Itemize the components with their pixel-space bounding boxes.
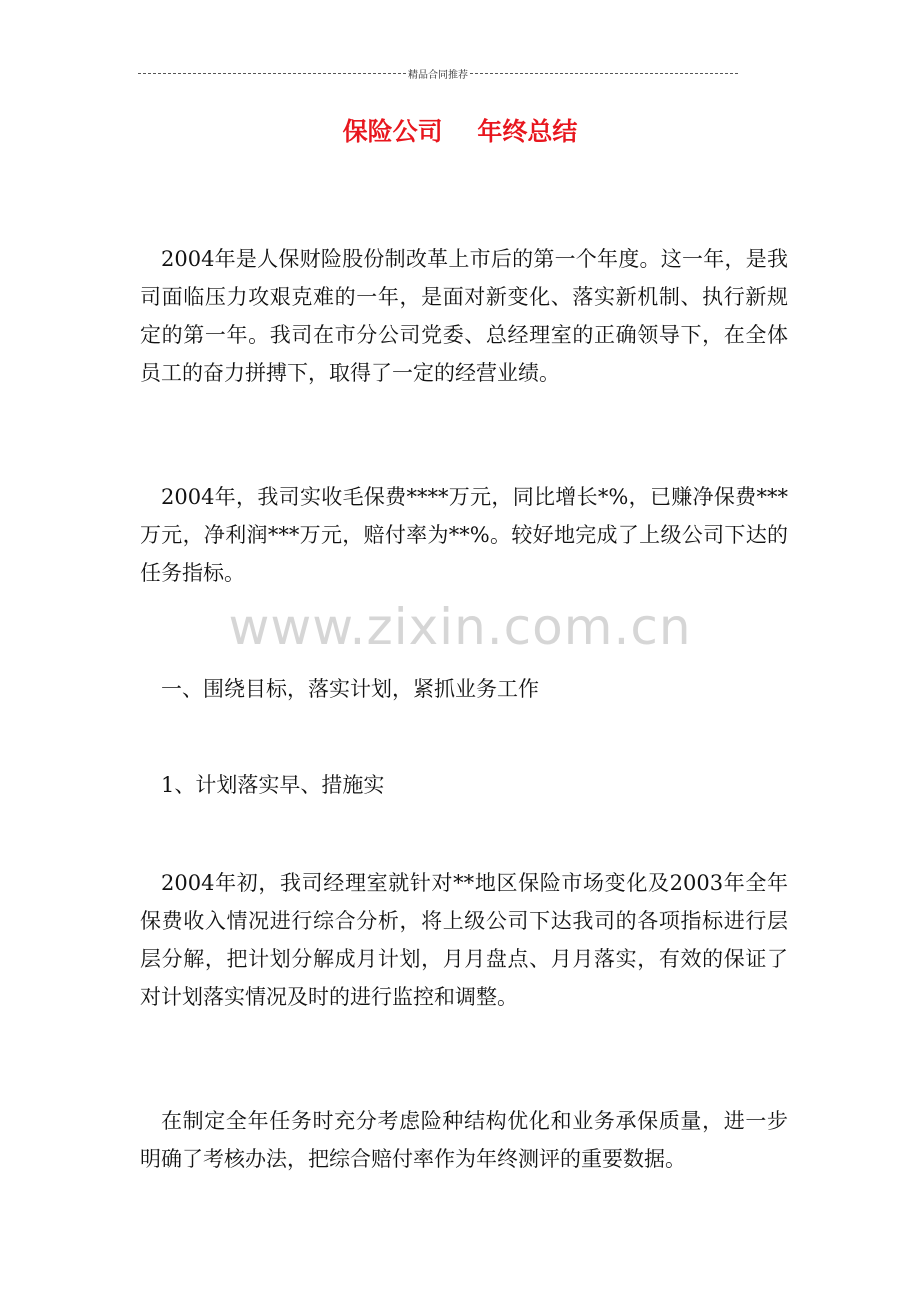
paragraph-planning: 2004年初，我司经理室就针对**地区保险市场变化及2003年全年保费收入情况进行综合分析，将上级公司下达我司的各项指标进行层层分解，把计划分解成月计划，月月盘点、月月落实，有效的保证了对计划落实情况及时的进行监控和调整。: [140, 871, 788, 1009]
watermark: www.zixin.com.cn: [228, 598, 692, 656]
paragraph-figures: 2004年，我司实收毛保费****万元，同比增长*%，已赚净保费***万元，净利润***万元，赔付率为**%。较好地完成了上级公司下达的任务指标。: [140, 485, 788, 585]
header-text: 精品合同推荐: [408, 69, 468, 81]
section-heading-1: 一、围绕目标，落实计划，紧抓业务工作: [161, 677, 539, 701]
document-header: [138, 66, 738, 80]
document-title: 保险公司 年终总结: [342, 117, 578, 146]
header-dash-left: [138, 73, 406, 74]
subsection-heading-1: 1、计划落实早、措施实: [161, 773, 385, 797]
paragraph-intro: 2004年是人保财险股份制改革上市后的第一个年度。这一年，是我司面临压力攻艰克难的一年，是面对新变化、落实新机制、执行新规定的第一年。我司在市分公司党委、总经理室的正确领导下，在全体员工的奋力拼搏下，取得了一定的经营业绩。: [140, 247, 788, 385]
header-dash-right: [470, 73, 738, 74]
paragraph-tasks: 在制定全年任务时充分考虑险种结构优化和业务承保质量，进一步明确了考核办法，把综合赔付率作为年终测评的重要数据。: [140, 1109, 788, 1171]
